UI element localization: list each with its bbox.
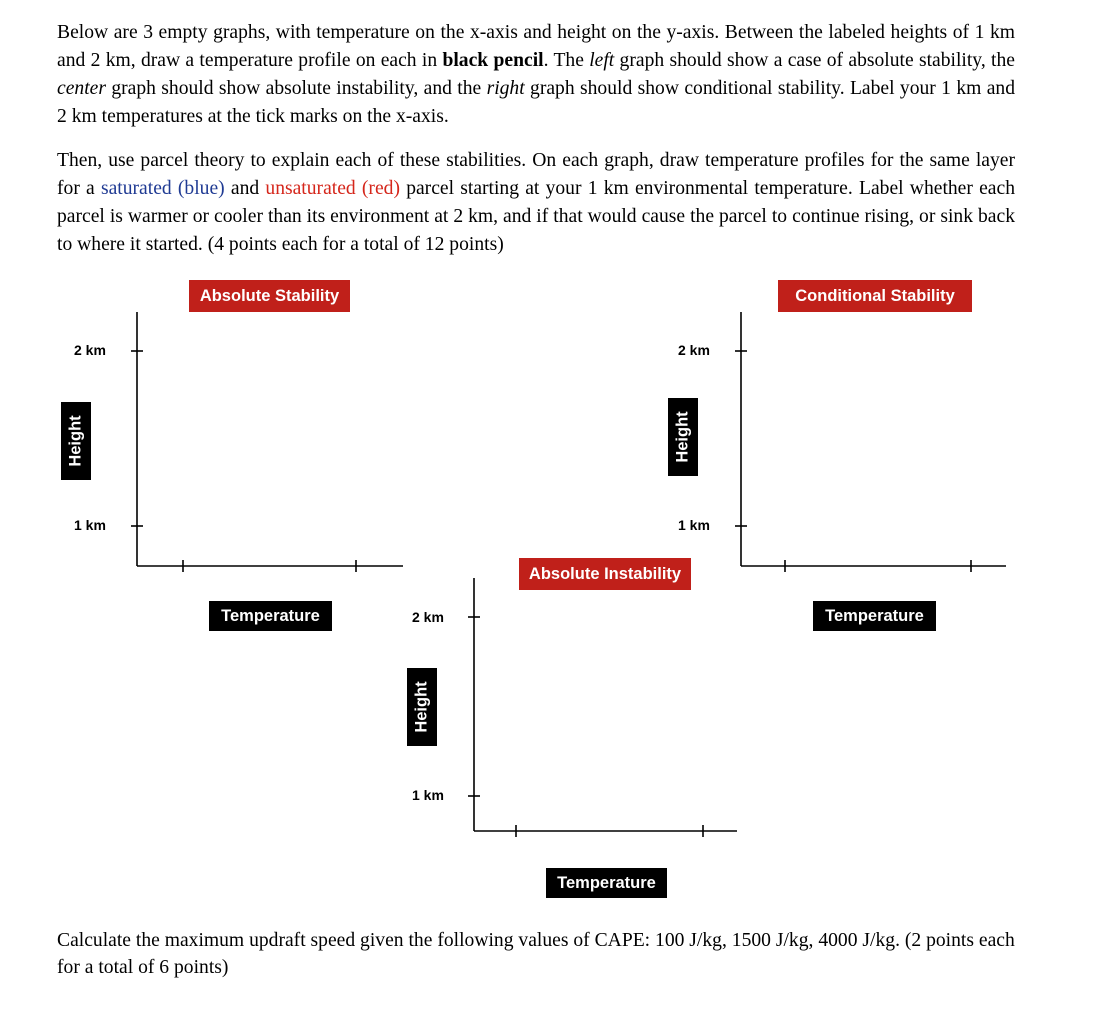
right-graph-title: Conditional Stability bbox=[778, 280, 972, 312]
instruction-text: Then, use parcel theory to explain each of these stabilities. On each graph, draw temperature profiles for the same layer for a bbox=[57, 150, 1015, 199]
instruction-text: . The bbox=[543, 50, 590, 71]
right-y-axis-label-text: Height bbox=[673, 411, 692, 463]
center-graph-title: Absolute Instability bbox=[519, 558, 691, 590]
unsaturated-red-text: unsaturated (red) bbox=[265, 178, 400, 199]
center-emphasis: center bbox=[57, 78, 106, 99]
left-graph-title: Absolute Stability bbox=[189, 280, 350, 312]
instruction-text: parcel starting at your 1 km environmental temperature. Label whether each parcel is warmer or cooler than its environment at 2 km, and if that would cause the parcel to continue rising, or sink back to where it started. (4 points each for a total of 12 points) bbox=[57, 178, 1015, 255]
right-graph-axes bbox=[735, 312, 1006, 572]
left-emphasis: left bbox=[589, 50, 615, 71]
saturated-blue-text: saturated (blue) bbox=[100, 178, 225, 199]
center-y-axis-label-text: Height bbox=[412, 681, 431, 733]
right-y-tick-label-2km: 2 km bbox=[678, 342, 710, 358]
left-y-tick-label-1km: 1 km bbox=[74, 517, 106, 533]
instruction-text: Below are 3 empty graphs, with temperature on the x-axis and height on the y-axis. Between the labeled heights of 1 km and 2 km, draw a temperature profile on each in bbox=[57, 22, 1015, 71]
instruction-text: graph should show conditional stability. Label your 1 km and 2 km temperatures at the tick marks on the x-axis. bbox=[57, 78, 1015, 127]
instruction-text: graph should show absolute instability, and the bbox=[105, 78, 487, 99]
center-y-tick-label-2km: 2 km bbox=[412, 609, 444, 625]
right-emphasis: right bbox=[486, 78, 525, 99]
left-x-axis-label: Temperature bbox=[209, 601, 332, 631]
center-x-axis-label: Temperature bbox=[546, 868, 667, 898]
right-y-tick-label-1km: 1 km bbox=[678, 517, 710, 533]
center-y-axis-label bbox=[407, 668, 437, 746]
left-graph-axes bbox=[131, 312, 403, 572]
instruction-text: and bbox=[224, 178, 266, 199]
black-pencil-text: black pencil bbox=[442, 50, 544, 71]
left-y-axis-label bbox=[61, 402, 91, 480]
instruction-text: graph should show a case of absolute stability, the bbox=[614, 50, 1015, 71]
right-y-axis-label bbox=[668, 398, 698, 476]
left-y-tick-label-2km: 2 km bbox=[74, 342, 106, 358]
left-y-axis-label-text: Height bbox=[66, 415, 85, 467]
cape-question: Calculate the maximum updraft speed given the following values of CAPE: 100 J/kg, 1500 J/kg, 4000 J/kg. (2 points each for a total of 6 points) bbox=[57, 930, 1015, 978]
right-x-axis-label: Temperature bbox=[813, 601, 936, 631]
center-graph-axes bbox=[468, 578, 737, 837]
center-y-tick-label-1km: 1 km bbox=[412, 787, 444, 803]
